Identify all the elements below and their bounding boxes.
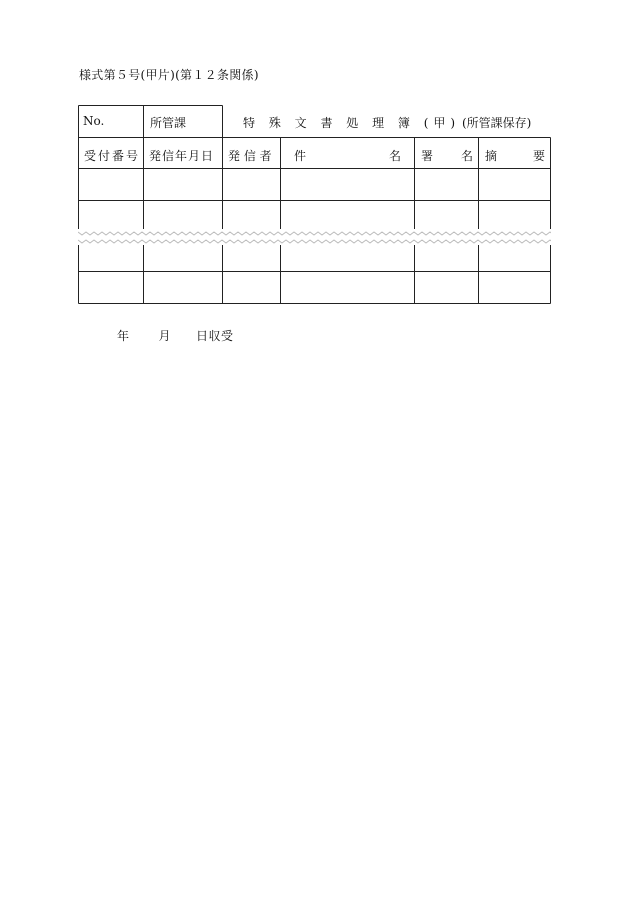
- header-send-date: 発信年月日: [149, 149, 215, 163]
- department-label: 所管課: [150, 116, 187, 130]
- header-sender: 発 信 者: [228, 149, 272, 163]
- year-label: 年: [117, 329, 130, 343]
- form-identifier: 様式第５号(甲片)(第１２条関係): [79, 68, 259, 82]
- register-title: 特 殊 文 書 処 理 簿 (甲): [243, 116, 461, 130]
- month-label: 月: [158, 329, 172, 343]
- document-register-table: [78, 105, 551, 304]
- header-subject-1: 件: [294, 149, 307, 163]
- header-signature-2: 名: [461, 149, 474, 163]
- receipt-date-line: [117, 327, 234, 344]
- retention-note: (所管課保存): [462, 116, 532, 130]
- header-summary-2: 要: [533, 149, 546, 163]
- header-summary-1: 摘: [485, 149, 498, 163]
- no-label: No.: [83, 114, 105, 128]
- header-signature-1: 署: [421, 149, 434, 163]
- header-subject-2: 名: [389, 149, 402, 163]
- table-grid: [78, 105, 551, 304]
- day-received-label: 日収受: [196, 329, 234, 343]
- header-receipt-number: 受付番号: [84, 149, 141, 163]
